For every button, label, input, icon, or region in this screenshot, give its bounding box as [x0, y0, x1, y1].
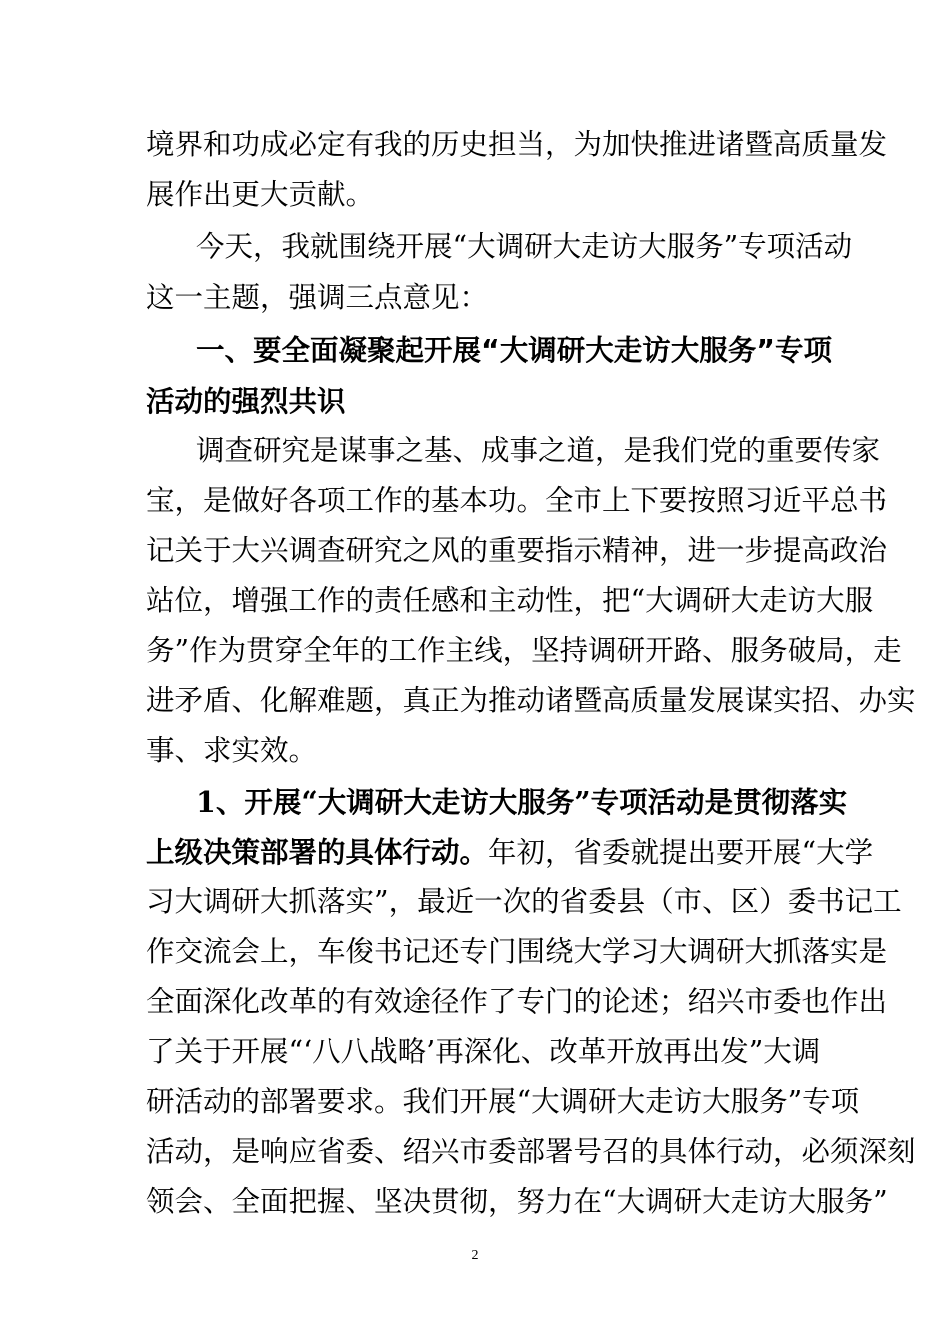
paragraph-line: 事、求实效。 [146, 734, 318, 767]
paragraph-line: 领会、全面把握、坚决贯彻，努力在“大调研大走访大服务” [146, 1185, 888, 1218]
paragraph-line: 站位，增强工作的责任感和主动性，把“大调研大走访大服 [146, 584, 874, 617]
paragraph-line: 了关于开展“‘八八战略’再深化、改革开放再出发”大调 [146, 1035, 821, 1068]
section-heading-line: 一、要全面凝聚起开展“大调研大走访大服务”专项 [196, 334, 832, 367]
section-heading-line: 活动的强烈共识 [146, 385, 346, 418]
paragraph-line: 研活动的部署要求。我们开展“大调研大走访大服务”专项 [146, 1085, 860, 1118]
paragraph-line: 境界和功成必定有我的历史担当，为加快推进诸暨高质量发 [146, 128, 888, 161]
paragraph-line: 展作出更大贡献。 [146, 178, 375, 211]
paragraph-line: 今天，我就围绕开展“大调研大走访大服务”专项活动 [196, 230, 853, 263]
mixed-line [146, 834, 874, 871]
paragraph-line: 作交流会上，车俊书记还专门围绕大学习大调研大抓落实是 [146, 935, 888, 968]
subheading-tail: 上级决策部署的具体行动。 [146, 835, 489, 869]
paragraph-text: 年初，省委就提出要开展“大学 [488, 836, 874, 869]
paragraph-line: 活动，是响应省委、绍兴市委部署号召的具体行动，必须深刻 [146, 1135, 916, 1168]
paragraph-line: 习大调研大抓落实”，最近一次的省委县（市、区）委书记工 [146, 885, 902, 918]
paragraph-line: 全面深化改革的有效途径作了专门的论述；绍兴市委也作出 [146, 985, 888, 1018]
page-number: 2 [471, 1248, 479, 1263]
paragraph-line: 这一主题，强调三点意见： [146, 281, 489, 314]
paragraph-line: 调查研究是谋事之基、成事之道，是我们党的重要传家 [196, 434, 881, 467]
paragraph-line: 务”作为贯穿全年的工作主线，坚持调研开路、服务破局，走 [146, 634, 902, 667]
paragraph-line: 进矛盾、化解难题，真正为推动诸暨高质量发展谋实招、办实 [146, 684, 916, 717]
paragraph-line: 宝，是做好各项工作的基本功。全市上下要按照习近平总书 [146, 484, 888, 517]
paragraph-line: 记关于大兴调查研究之风的重要指示精神，进一步提高政治 [146, 534, 888, 567]
subheading-line: 1、开展“大调研大走访大服务”专项活动是贯彻落实 [196, 785, 848, 819]
